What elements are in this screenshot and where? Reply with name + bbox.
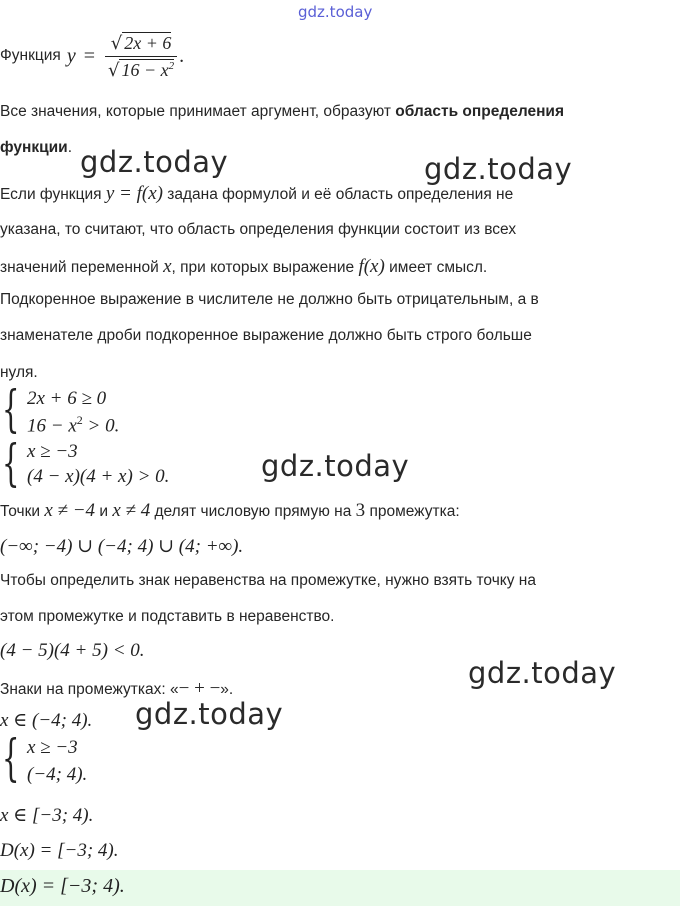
method-line1: Чтобы определить знак неравенства на промежутке, нужно взять точку на (0, 572, 536, 589)
rule-line2: указана, то считают, что область определения функции состоит из всех (0, 221, 517, 238)
watermark: gdz.today (80, 145, 229, 179)
intervals-line: (−∞; −4) ∪ (−4; 4) ∪ (4; +∞). (0, 536, 244, 557)
sqrt-icon: √ (107, 59, 120, 81)
domain-definition-line1: Все значения, которые принимает аргумент, образуют область определения (0, 103, 565, 120)
intro-eq: = (83, 44, 95, 67)
intro-label: Функция (0, 47, 61, 64)
answer-line: D(x) = [−3; 4). (0, 875, 125, 897)
system-brace-icon: { (2, 434, 20, 492)
system2-line2: (4 − x)(4 + x) > 0. (27, 466, 170, 487)
fraction-denominator (105, 57, 177, 81)
system1-line2: $16 - x^2 > 0$. (27, 413, 120, 437)
belongs-line2: x ∈ [−3; 4). (0, 805, 94, 826)
points-line: Точки x ≠ −4 и x ≠ 4 делят числовую прямую на 3 промежутка: (0, 500, 460, 521)
belongs-line1: x ∈ (−4; 4). (0, 710, 93, 731)
bold-term: область определения (395, 103, 565, 120)
system1-line1: 2x + 6 ≥ 0 (27, 388, 107, 409)
fraction-numerator (105, 32, 177, 57)
system-brace-icon: { (2, 380, 20, 438)
domain-line: D(x) = [−3; 4). (0, 840, 119, 861)
numerator-radicand: 2x + 6 (124, 32, 172, 53)
function-fraction (105, 32, 177, 81)
domain-definition-line2: функции. (0, 139, 72, 156)
rule-line3: значений переменной x, при которых выражение f(x) имеет смысл. (0, 256, 488, 277)
function-definition (0, 24, 184, 88)
method-line2: этом промежутке и подставить в неравенство. (0, 608, 335, 625)
rule-line1: Если функция y = f(x) задана формулой и её область определения не (0, 183, 514, 204)
watermark: gdz.today (424, 152, 573, 186)
signs-line: Знаки на промежутках: «− + −». (0, 678, 234, 699)
watermark: gdz.today (261, 449, 410, 483)
watermark: gdz.today (135, 697, 284, 731)
radicand-line2: знаменателе дроби подкоренное выражение должно быть строго больше (0, 327, 532, 344)
radicand-line1: Подкоренное выражение в числителе не должно быть отрицательным, а в (0, 291, 539, 308)
system-brace-icon: { (2, 729, 20, 787)
system3-line2: (−4; 4). (27, 764, 88, 785)
top-watermark: gdz.today (298, 3, 373, 21)
denominator-radicand: $16 - x^2$ (121, 59, 175, 80)
watermark: gdz.today (468, 656, 617, 690)
intro-y: y (66, 44, 76, 67)
bold-term-2: функции (0, 139, 68, 156)
radicand-line3: нуля. (0, 364, 38, 381)
system2-line1: x ≥ −3 (27, 441, 78, 462)
sqrt-icon: √ (110, 32, 123, 54)
check-line: (4 − 5)(4 + 5) < 0. (0, 640, 145, 661)
system3-line1: x ≥ −3 (27, 737, 78, 758)
intro-dot: . (179, 44, 185, 67)
